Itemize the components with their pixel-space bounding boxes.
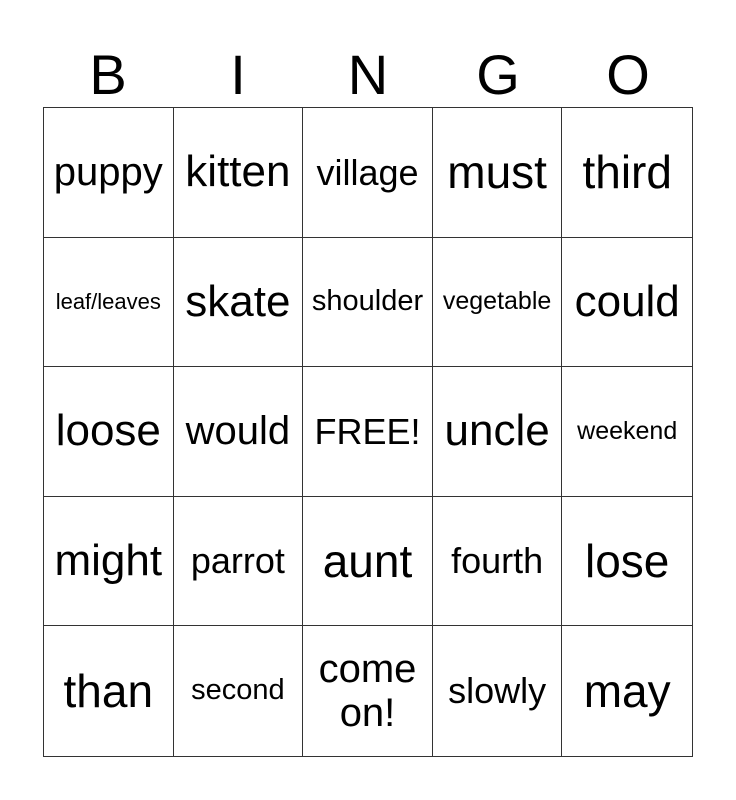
header-letter-i: I: [230, 43, 246, 106]
free-space-label: FREE!: [314, 410, 421, 452]
header-letter-n: N: [347, 43, 389, 106]
cell-word: kitten: [185, 147, 291, 197]
bingo-cell[interactable]: [433, 108, 563, 238]
bingo-cell[interactable]: [44, 626, 174, 756]
bingo-cell[interactable]: [44, 238, 174, 368]
cell-word: third: [582, 146, 672, 198]
bingo-cell[interactable]: [44, 108, 174, 238]
bingo-cell[interactable]: [562, 238, 692, 368]
free-space-cell[interactable]: [303, 367, 433, 497]
bingo-cell[interactable]: [174, 238, 304, 368]
bingo-cell[interactable]: [433, 238, 563, 368]
cell-word: fourth: [451, 540, 544, 582]
bingo-cell[interactable]: [44, 497, 174, 627]
cell-word: skate: [185, 276, 291, 326]
cell-word: vegetable: [442, 287, 552, 316]
bingo-cell[interactable]: [562, 497, 692, 627]
bingo-cell[interactable]: [433, 497, 563, 627]
cell-word: puppy: [53, 150, 163, 195]
cell-word: must: [447, 146, 547, 198]
header-letter-o: O: [606, 43, 650, 106]
bingo-header: [43, 44, 693, 106]
cell-word: may: [583, 664, 671, 717]
bingo-cell[interactable]: [303, 497, 433, 627]
cell-word: loose: [55, 406, 161, 456]
bingo-cell[interactable]: [174, 108, 304, 238]
bingo-cell[interactable]: [174, 367, 304, 497]
cell-word: would: [185, 409, 291, 454]
cell-word: village: [316, 151, 419, 193]
bingo-cell[interactable]: [303, 626, 433, 756]
cell-word: aunt: [322, 534, 413, 587]
bingo-cell[interactable]: [44, 367, 174, 497]
cell-word: lose: [585, 534, 670, 587]
cell-word: might: [54, 535, 163, 585]
bingo-cell[interactable]: [433, 626, 563, 756]
header-letter-b: B: [89, 43, 127, 106]
bingo-cell[interactable]: [562, 626, 692, 756]
bingo-cell[interactable]: [303, 238, 433, 368]
header-letter-g: G: [476, 43, 520, 106]
bingo-board: [43, 107, 693, 757]
cell-word: could: [574, 276, 680, 326]
cell-word: come on!: [318, 647, 417, 736]
cell-word: than: [63, 664, 154, 717]
cell-word: second: [191, 674, 285, 707]
bingo-cell[interactable]: [562, 108, 692, 238]
bingo-cell[interactable]: [174, 497, 304, 627]
bingo-cell[interactable]: [303, 108, 433, 238]
cell-word: weekend: [577, 416, 678, 445]
bingo-cell[interactable]: [174, 626, 304, 756]
cell-word: leaf/leaves: [55, 288, 161, 314]
cell-word: slowly: [448, 670, 547, 712]
cell-word: uncle: [444, 406, 550, 456]
bingo-cell[interactable]: [433, 367, 563, 497]
cell-word: parrot: [190, 540, 285, 582]
bingo-cell[interactable]: [562, 367, 692, 497]
cell-word: shoulder: [311, 284, 424, 317]
